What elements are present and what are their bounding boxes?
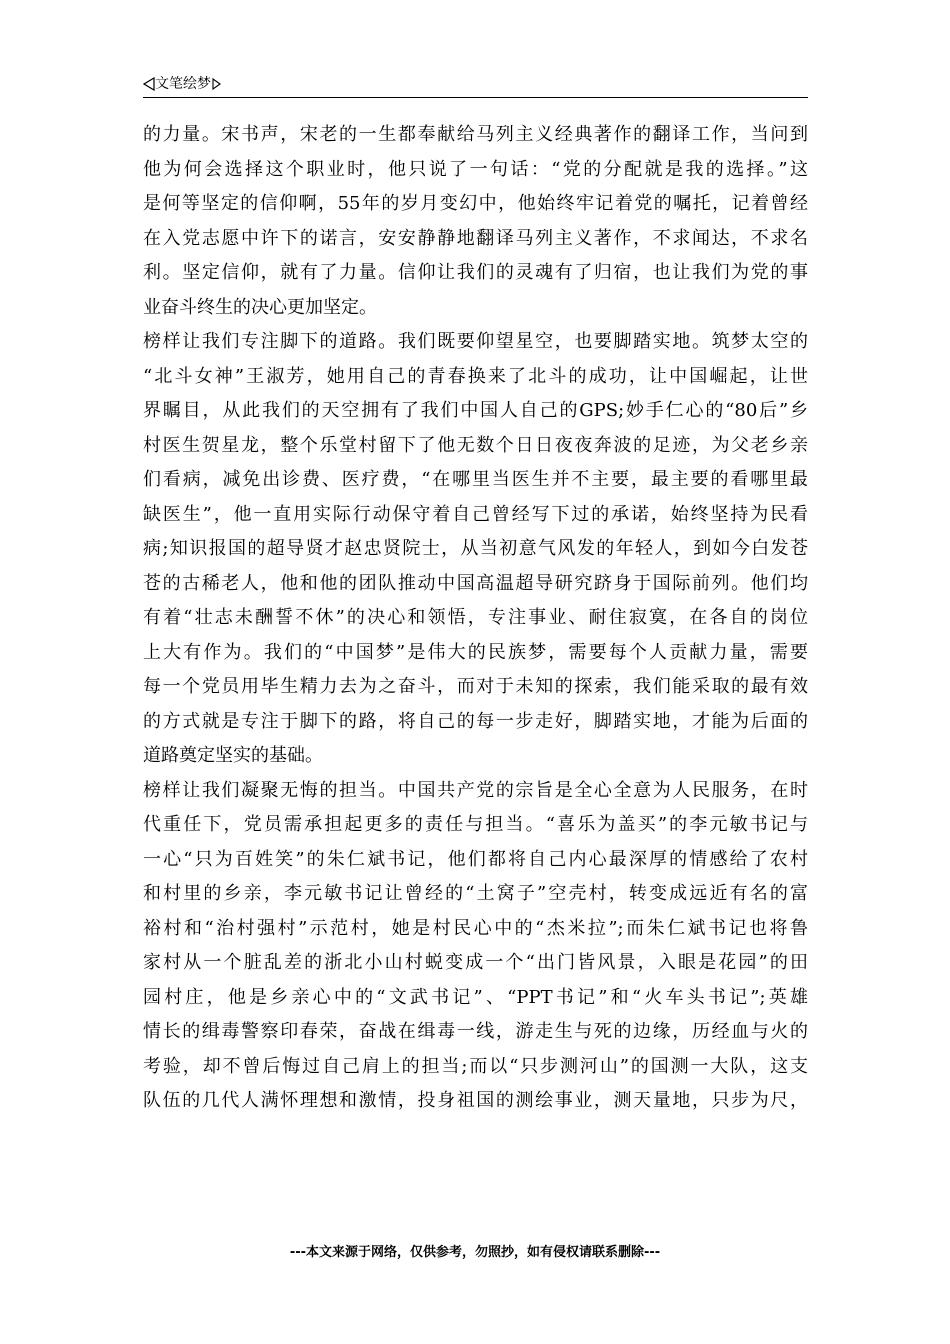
text-line: 家村从一个脏乱差的浙北小山村蜕变成一个“出门皆风景，入眼是花园”的田	[143, 952, 808, 973]
text-line: 考验，却不曾后悔过自己肩上的担当;而以“只步测河山”的国测一大队，这支	[143, 1055, 808, 1077]
text-line: 有着“壮志未酬誓不休”的决心和领悟，专注事业、耐住寂寞，在各自的岗位	[143, 607, 808, 628]
text-line: 村医生贺星龙，整个乐堂村留下了他无数个日日夜夜奔波的足迹，为父老乡亲	[143, 434, 808, 456]
text-line: 情长的缉毒警察印春荣，奋战在缉毒一线，游走生与死的边缘，历经血与火的	[143, 1021, 808, 1042]
page-header	[143, 73, 808, 98]
text-line: 利。坚定信仰，就有了力量。信仰让我们的灵魂有了归宿，也让我们为党的事	[143, 262, 808, 283]
text-line: 榜样让我们凝聚无悔的担当。中国共产党的宗旨是全心全意为人民服务，在时	[143, 779, 808, 801]
header-title-group	[143, 75, 221, 93]
text-line: 一心“只为百姓笑”的朱仁斌书记，他们都将自己内心最深厚的情感给了农村	[143, 848, 808, 870]
text-line: 缺医生”，他一直用实际行动保守着自己曾经写下过的承诺，始终坚持为民看	[143, 503, 808, 525]
text-line: 和村里的乡亲，李元敏书记让曾经的“土窝子”空壳村，转变成远近有名的富	[143, 883, 808, 904]
text-line: “北斗女神”王淑芳，她用自己的青春换来了北斗的成功，让中国崛起，让世	[143, 365, 808, 387]
text-line: 的力量。宋书声，宋老的一生都奉献给马列主义经典著作的翻译工作，当问到	[143, 124, 808, 145]
text-line: 是何等坚定的信仰啊，55年的岁月变幻中，他始终牢记着党的嘱托，记着曾经	[143, 193, 808, 214]
text-line: 苍的古稀老人，他和他的团队推动中国高温超导研究跻身于国际前列。他们均	[143, 572, 808, 594]
text-line: 病;知识报国的超导贤才赵忠贤院士，从当初意气风发的年轻人，到如今白发苍	[143, 538, 808, 559]
text-line: 在入党志愿中许下的诺言，安安静静地翻译马列主义著作，不求闻达，不求名	[143, 227, 808, 249]
text-line: 上大有作为。我们的“中国梦”是伟大的民族梦，需要每个人贡献力量，需要	[143, 641, 808, 663]
text-line: 界瞩目，从此我们的天空拥有了我们中国人自己的GPS;妙手仁心的“80后”乡	[143, 400, 808, 421]
text-line: 裕村和“治村强村”示范村，她是村民心中的“杰米拉”;而朱仁斌书记也将鲁	[143, 917, 808, 939]
text-line: 代重任下，党员需承担起更多的责任与担当。“喜乐为盖买”的李元敏书记与	[143, 814, 808, 835]
text-line: 园村庄，他是乡亲心中的“文武书记”、“PPT书记”和“火车头书记”;英雄	[143, 986, 808, 1008]
text-line: 他为何会选择这个职业时，他只说了一句话：“党的分配就是我的选择。”这	[143, 158, 808, 180]
right-triangle-icon	[211, 78, 221, 90]
text-line: 队伍的几代人满怀理想和激情，投身祖国的测绘事业，测天量地，只步为尺，	[143, 1090, 808, 1111]
footer-disclaimer: ---本文来源于网络，仅供参考，勿照抄，如有侵权请联系删除---	[289, 1245, 661, 1260]
text-line: 的方式就是专注于脚下的路，将自己的每一步走好，脚踏实地，才能为后面的	[143, 710, 808, 732]
header-title: 文笔绘梦	[155, 76, 211, 92]
text-line: 业奋斗终生的决心更加坚定。	[143, 296, 377, 318]
text-line: 们看病，减免出诊费、医疗费，“在哪里当医生并不主要，最主要的看哪里最	[143, 469, 808, 490]
text-line: 道路奠定坚实的基础。	[143, 745, 323, 766]
document-body	[143, 118, 808, 1119]
text-line: 每一个党员用毕生精力去为之奋斗，而对于未知的探索，我们能采取的最有效	[143, 676, 808, 697]
left-triangle-icon	[143, 77, 155, 91]
text-line: 榜样让我们专注脚下的道路。我们既要仰望星空，也要脚踏实地。筑梦太空的	[143, 331, 808, 352]
